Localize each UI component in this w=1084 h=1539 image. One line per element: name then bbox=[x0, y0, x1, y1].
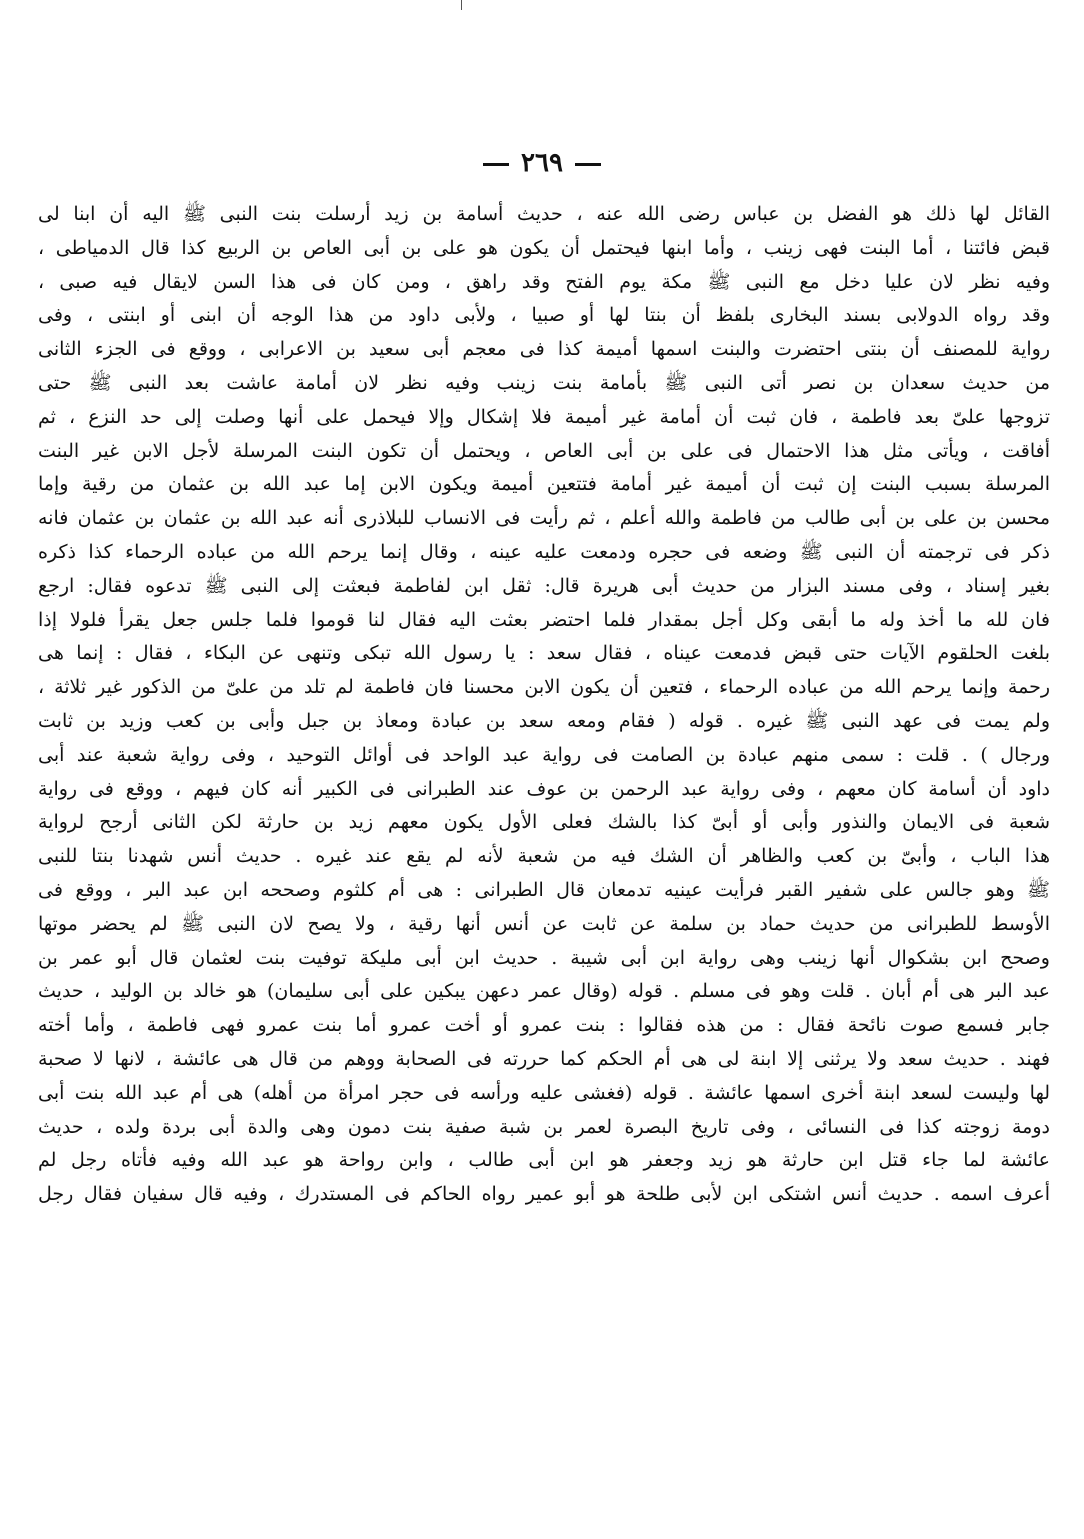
text-line: قبض فائتنا ، أما البنت فهى زينب ، وأما ابنها فيحتمل أن يكون هو على بن أبى العاص بن الربيع كذا قال الدمياطى ، bbox=[38, 236, 1050, 259]
text-line: بغير إسناد ، وفى مسند البزار من حديث أبى هريرة قال: ثقل ابن لفاطمة فبعثت إلى النبى ﷺ تدعوه فقال: ارجع bbox=[38, 574, 1050, 597]
text-line: لها وليست لسعد ابنة أخرى اسمها عائشة . قوله (فغشى عليه ورأسه فى حجر امرأة من أهله) هى أم عبد الله بنت أبى bbox=[38, 1081, 1050, 1104]
text-line: رحمة وإنما يرحم الله من عباده الرحماء ، فتعين أن يكون الابن محسنا فان فاطمة لم تلد من علىّ من الذكور غير ثلاثة ، bbox=[38, 676, 1050, 699]
page-number-dash-left bbox=[483, 163, 509, 166]
text-line: فهند . حديث سعد ولا يرثنى إلا ابنة لى هى أم الحكم كما حررته فى الصحابة ووهم من قال هى عائشة ، لانها لا صحبة bbox=[38, 1047, 1050, 1070]
text-line: هذا الباب ، وأبىّ بن كعب والظاهر أن الشك فيه من شعبة لأنه لم يقع عند غيره . حديث أنس شهدنا بنتا للنبى bbox=[38, 845, 1050, 868]
text-line: رواية للمصنف أن بنتى احتضرت والبنت اسمها أميمة كذا فى معجم أبى سعيد بن الاعرابى ، ووقع فى الجزء الثانى bbox=[38, 338, 1050, 361]
text-line: دومة زوجته كذا فى النسائى ، وفى تاريخ البصرة لعمر بن شبة صفية بنت دمون وهى والدة أبى بردة ولده ، حديث bbox=[38, 1115, 1050, 1138]
page-number bbox=[0, 148, 1084, 178]
text-line: محسن بن على بن أبى طالب من فاطمة والله أعلم ، ثم رأيت فى الانساب للبلاذرى أنه عبد الله بن عثمان بن عثمان فانه bbox=[38, 507, 1050, 530]
text-line: ورجال ) . قلت : سمى منهم عبادة بن الصامت فى رواية عبد الواحد فى أوائل التوحيد ، وفى رواية شعبة عند أبى bbox=[38, 743, 1050, 766]
text-line: ﷺ وهو جالس على شفير القبر فرأيت عينيه تدمعان قال الطبرانى : هى أم كلثوم وصححه ابن عبد البر ، ووقع فى bbox=[38, 878, 1050, 901]
text-line: عبد البر هى أم أبان . قلت وهو فى مسلم . قوله (وقال عمر دعهن يبكين على أبى سليمان) هو خالد بن الوليد ، حديث bbox=[38, 980, 1050, 1003]
text-line: أفاقت ، ويأتى مثل هذا الاحتمال فى على بن أبى العاص ، ويحتمل أن تكون البنت المرسلة لأجل الابن غير البنت bbox=[38, 439, 1050, 462]
text-line: من حديث سعدان بن نصر أتى النبى ﷺ بأمامة بنت زينب وفيه نظر لان أمامة عاشت بعد النبى ﷺ حتى bbox=[38, 371, 1050, 394]
text-line: عائشة لما جاء قتل ابن حارثة هو زيد وجعفر هو ابن أبى طالب ، وابن رواحة هو عبد الله وفيه فأتاه رجل لم bbox=[38, 1149, 1050, 1172]
text-line: ولم يمت فى عهد النبى ﷺ غيره . قوله ( فقام ومعه سعد بن عبادة ومعاذ بن جبل وأبى بن كعب وزيد بن ثابت bbox=[38, 709, 1050, 732]
text-line: داود أن أسامة كان معهم ، وفى رواية عبد الرحمن بن عوف عند الطبرانى فى الكبير أنه كان فيهم ، ووقع فى رواية bbox=[38, 777, 1050, 800]
text-line: بلغت الحلقوم الآيات حتى قبض فدمعت عيناه ، فقال سعد : يا رسول الله تبكى وتنهى عن البكاء ، فقال : إنما هى bbox=[38, 642, 1050, 665]
text-line: وصحح ابن بشكوال أنها زينب وهى رواية ابن أبى شيبة . حديث ابن أبى مليكة توفيت بنت لعثمان قال أبو عمر بن bbox=[38, 946, 1050, 969]
text-line: الأوسط للطبرانى من حديث حماد بن سلمة عن ثابت عن أنس أنها رقية ، ولا يصح لان النبى ﷺ لم يحضر موتها bbox=[38, 912, 1050, 935]
body-text bbox=[38, 198, 1050, 1212]
text-line: ذكر فى ترجمته أن النبى ﷺ وضعه فى حجره ودمعت عليه عينه ، وقال إنما يرحم الله من عباده الرحماء كذا ذكره bbox=[38, 540, 1050, 563]
text-line: تزوجها علىّ بعد فاطمة ، فان ثبت أن أمامة غير أميمة فلا إشكال وإلا فيحمل على أنها وصلت إلى حد النزع ، ثم bbox=[38, 405, 1050, 428]
text-line: وقد رواه الدولابى بسند البخارى بلفظ أن بنتا لها أو صبيا ، ولأبى داود من هذا الوجه أن ابنى أو ابنتى ، وفى bbox=[38, 304, 1050, 327]
top-margin-mark bbox=[461, 0, 462, 10]
text-line: وفيه نظر لان عليا دخل مع النبى ﷺ مكة يوم الفتح وقد راهق ، ومن كان فى هذا السن لايقال فيه صبى ، bbox=[38, 270, 1050, 293]
text-line: القائل لها ذلك هو الفضل بن عباس رضى الله عنه ، حديث أسامة بن زيد أرسلت بنت النبى ﷺ اليه أن ابنا لى bbox=[38, 203, 1050, 225]
text-line: فان لله ما أخذ وله ما أبقى وكل أجل بمقدار فلما احتضر بعثت اليه فقال لنا قوموا فلما جلس جعل يقرأ فلولا إذا bbox=[38, 608, 1050, 631]
text-line: جابر فسمع صوت نائحة فقال : من هذه فقالوا : بنت عمرو أو أخت عمرو أما بنت عمرو فهى فاطمة ، وأما أخته bbox=[38, 1014, 1050, 1037]
page-number-value: ٢٦٩ bbox=[521, 148, 563, 178]
text-line: المرسلة بسبب البنت إن ثبت أن أميمة غير أمامة فتتعين أميمة ويكون الابن إما عبد الله بن عثمان من رقية وإما bbox=[38, 473, 1050, 496]
page-number-dash-right bbox=[575, 163, 601, 166]
text-line: أعرف اسمه . حديث أنس اشتكى ابن لأبى طلحة هو أبو عمير رواه الحاكم فى المستدرك ، وفيه قال سفيان فقال رجل bbox=[38, 1183, 1050, 1206]
text-line: شعبة فى الايمان والنذور وأبى أو أبىّ كذا بالشك فعلى الأول يكون معهم زيد بن حارثة لكن الثانى أرجح لرواية bbox=[38, 811, 1050, 834]
